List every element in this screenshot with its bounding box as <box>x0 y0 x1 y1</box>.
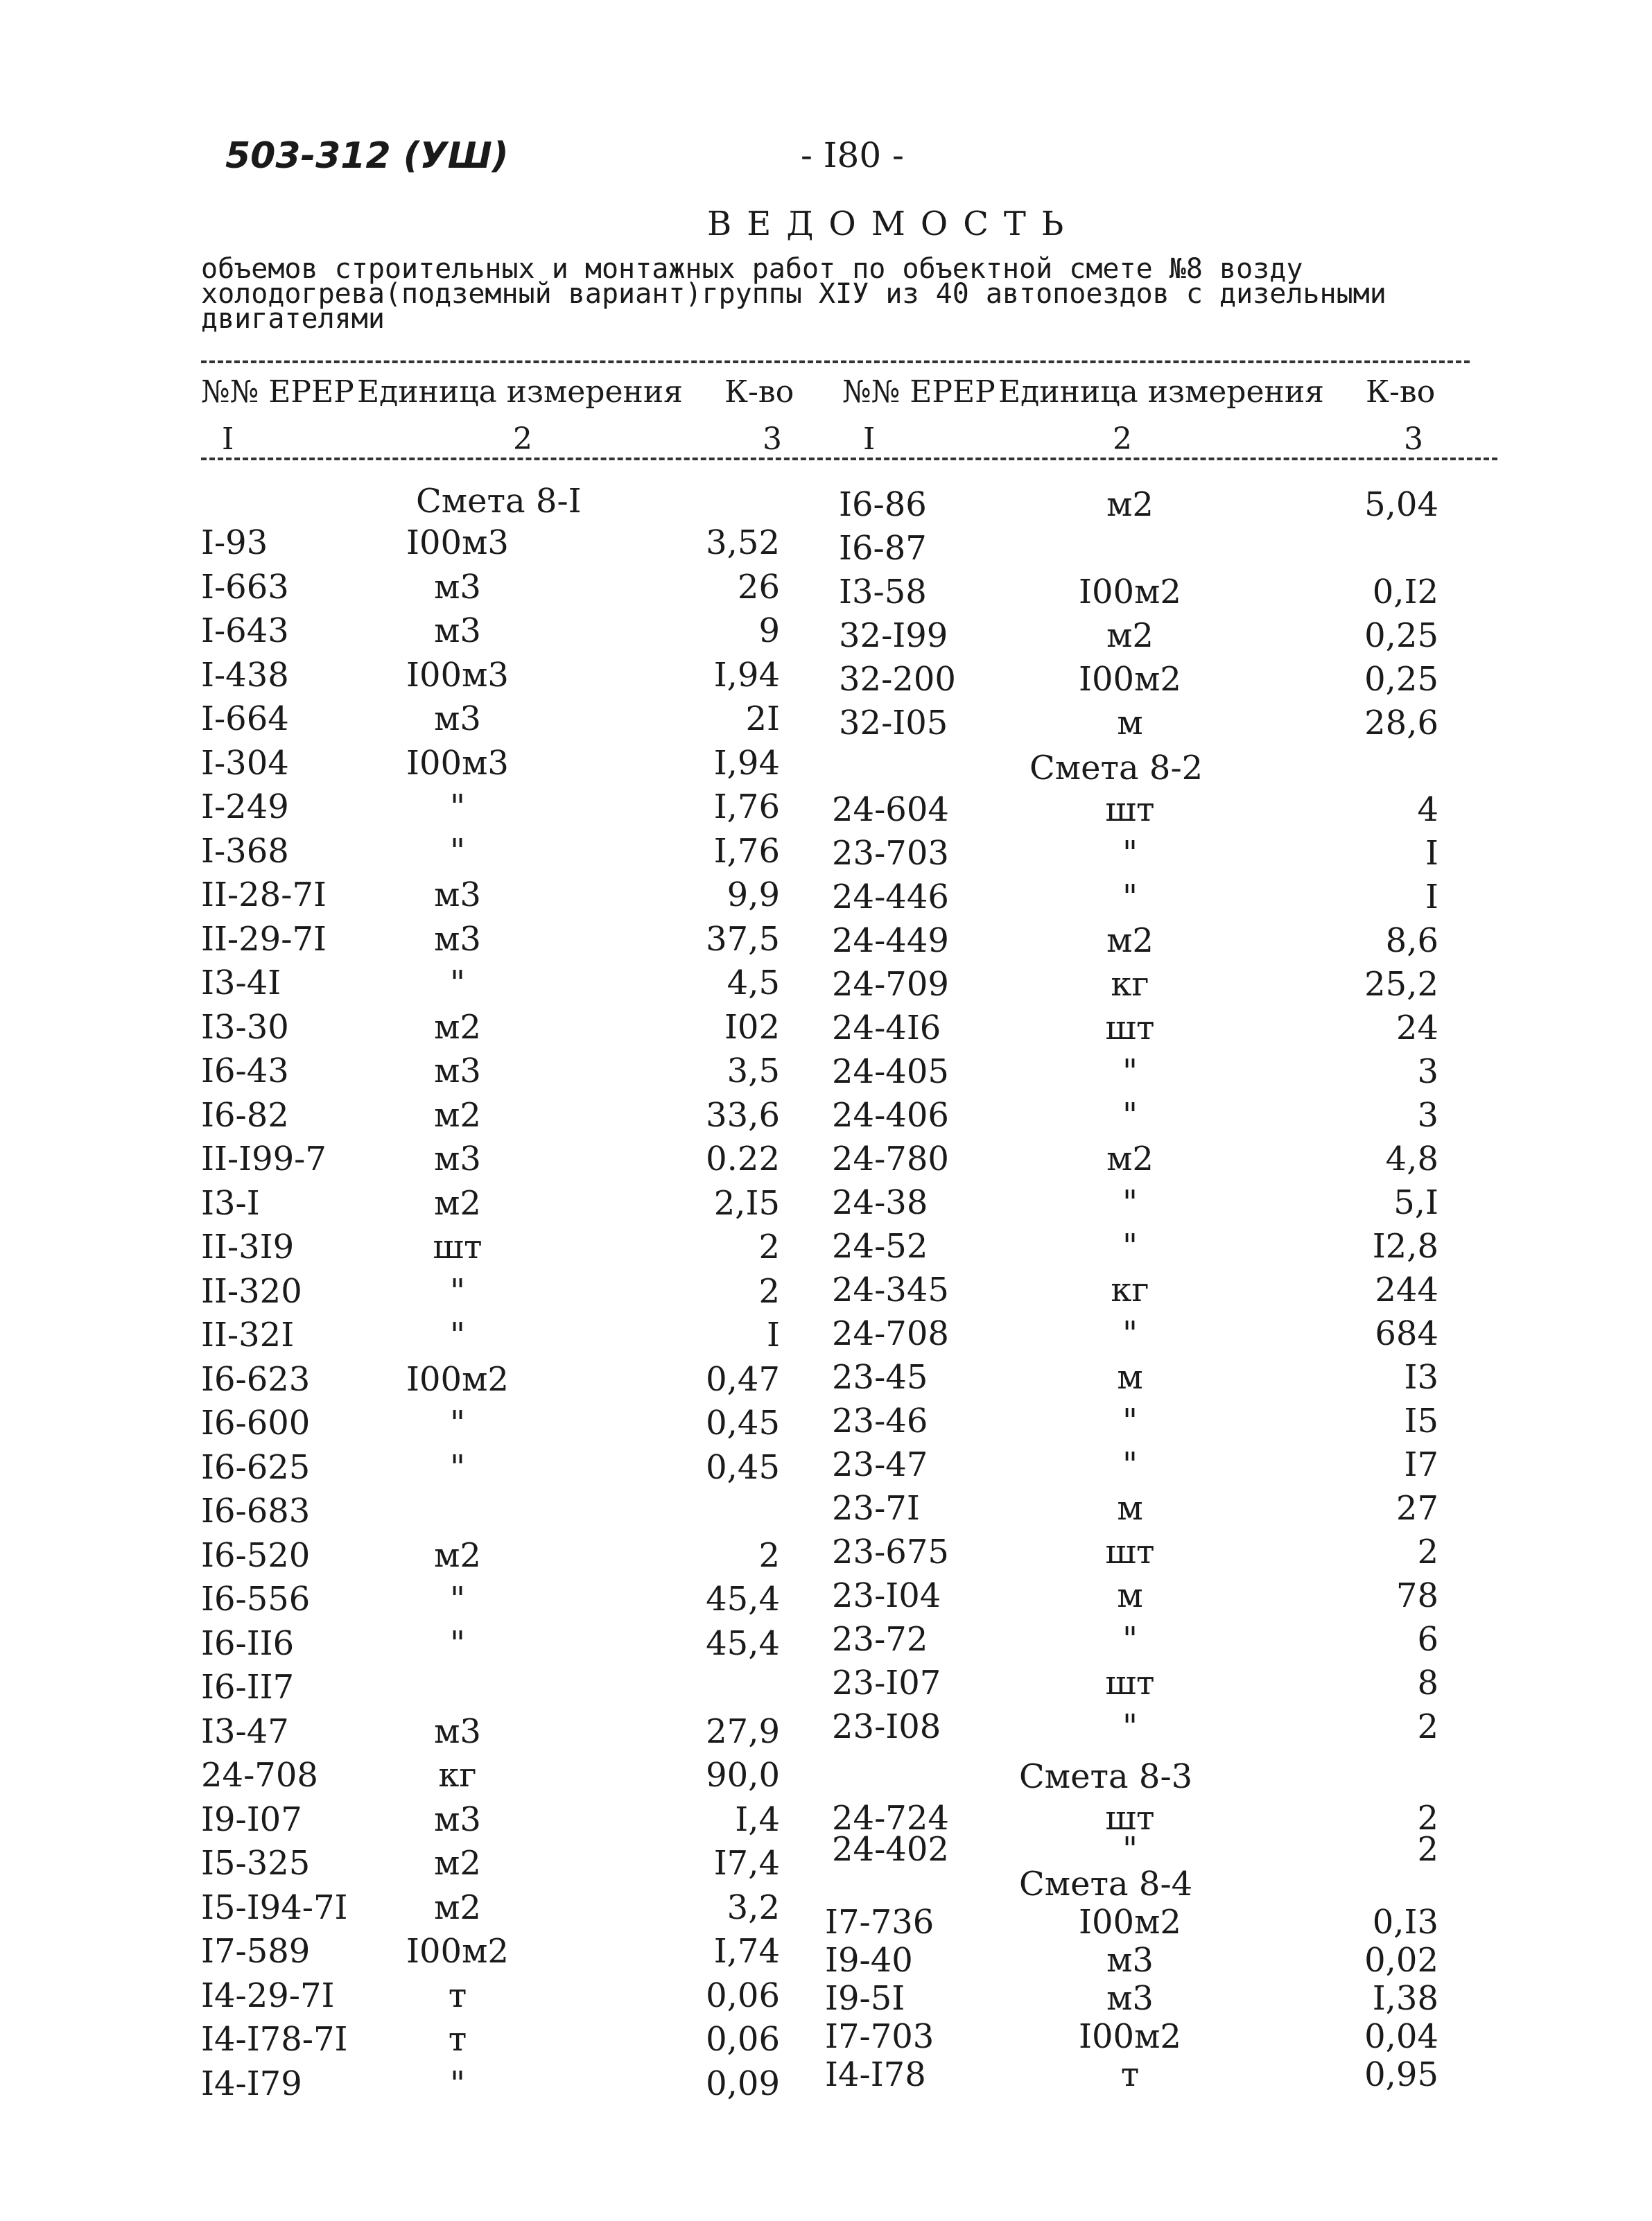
row-code: I-93 <box>201 523 268 562</box>
row-qty: 28,6 <box>1364 704 1438 742</box>
row-unit: м <box>1117 1358 1143 1397</box>
row-code: I9-5I <box>825 1979 905 2018</box>
row-qty: 24 <box>1395 1009 1438 1047</box>
row-qty: 0,45 <box>706 1447 780 1487</box>
row-qty: 3,52 <box>706 523 780 562</box>
row-qty: 3,5 <box>727 1052 780 1090</box>
row-qty: 2 <box>758 1271 780 1311</box>
row-qty: 0,04 <box>1364 2017 1438 2056</box>
row-qty: 2 <box>1417 1830 1438 1869</box>
row-unit: " <box>1122 1402 1138 1440</box>
header-num-3-left: 3 <box>763 421 782 457</box>
row-code: I3-30 <box>201 1007 289 1047</box>
row-qty: I,94 <box>713 655 780 695</box>
row-unit: " <box>449 1271 466 1311</box>
row-qty: 0,I2 <box>1372 573 1438 611</box>
row-qty: 2,I5 <box>713 1183 780 1223</box>
row-code: I9-I07 <box>201 1800 302 1839</box>
row-code: I-663 <box>201 567 289 607</box>
row-unit: " <box>1122 878 1138 916</box>
row-unit: м3 <box>434 1712 481 1751</box>
row-unit: " <box>1122 1227 1138 1266</box>
row-code: I6-600 <box>201 1404 311 1443</box>
row-code: II-28-7I <box>201 876 327 914</box>
row-qty: I,38 <box>1372 1979 1438 2018</box>
row-unit: I00м3 <box>406 523 509 562</box>
row-qty: 26 <box>737 567 780 607</box>
row-unit: шт <box>1105 790 1155 829</box>
row-code: II-29-7I <box>201 919 327 959</box>
header-code-right: №№ ЕРЕР <box>842 374 995 410</box>
row-qty: 0,45 <box>706 1404 780 1443</box>
row-code: I3-4I <box>201 964 281 1002</box>
row-code: I4-I78-7I <box>201 2020 348 2059</box>
row-code: 24-405 <box>832 1052 949 1091</box>
row-code: 24-402 <box>832 1830 949 1869</box>
row-qty: I <box>1425 834 1438 873</box>
row-code: 24-406 <box>832 1096 949 1135</box>
row-code: I7-703 <box>825 2017 934 2056</box>
row-unit: " <box>1122 1096 1138 1135</box>
row-unit: I00м2 <box>1079 660 1181 699</box>
row-unit: м <box>1117 704 1143 742</box>
row-qty: I7 <box>1404 1445 1438 1484</box>
row-qty: 3 <box>1417 1052 1438 1091</box>
row-code: I6-683 <box>201 1492 311 1531</box>
row-qty: I <box>1425 878 1438 916</box>
row-code: I6-625 <box>201 1447 311 1487</box>
row-qty: 0,06 <box>706 2020 780 2059</box>
row-unit: I00м2 <box>1079 573 1181 611</box>
row-qty: 0,I3 <box>1372 1903 1438 1942</box>
row-unit: м2 <box>1106 1140 1154 1178</box>
row-unit: м2 <box>1106 616 1154 655</box>
row-code: 24-38 <box>832 1183 928 1222</box>
row-unit: т <box>448 1976 467 2015</box>
row-qty: I <box>767 1316 780 1355</box>
row-qty: I,94 <box>713 743 780 783</box>
row-qty: I,74 <box>713 1932 780 1971</box>
row-qty: 8,6 <box>1385 921 1438 960</box>
row-code: I6-82 <box>201 1095 289 1135</box>
row-unit: т <box>1120 2055 1140 2094</box>
row-qty: 9 <box>758 611 780 650</box>
row-qty: 45,4 <box>706 1623 780 1663</box>
row-code: I7-589 <box>201 1932 311 1971</box>
row-qty: 3 <box>1417 1096 1438 1135</box>
row-code: 23-I07 <box>832 1664 941 1702</box>
row-unit: " <box>449 1580 466 1619</box>
row-qty: 27,9 <box>706 1712 780 1751</box>
section-8-4: Смета 8-4 <box>1019 1865 1193 1904</box>
rule-mid <box>201 458 1497 460</box>
row-code: 23-703 <box>832 834 949 873</box>
row-unit: м2 <box>434 1183 481 1223</box>
row-code: 24-52 <box>832 1227 928 1266</box>
row-qty: 0,47 <box>706 1359 780 1399</box>
row-code: 23-47 <box>832 1445 928 1484</box>
row-qty: 0,02 <box>1364 1941 1438 1980</box>
header-code-left: №№ ЕРЕР <box>201 374 354 410</box>
row-code: I6-87 <box>839 529 927 568</box>
row-unit: I00м3 <box>406 655 509 695</box>
row-code: I6-623 <box>201 1359 311 1399</box>
row-code: I7-736 <box>825 1903 934 1942</box>
row-qty: 0,06 <box>706 1976 780 2015</box>
page-number: - I80 - <box>801 135 904 175</box>
row-code: I6-86 <box>839 485 927 524</box>
header-num-1-right: I <box>863 421 876 457</box>
row-unit: шт <box>433 1228 482 1266</box>
row-qty: I7,4 <box>713 1844 780 1883</box>
row-unit: " <box>1122 1830 1138 1869</box>
row-unit: м3 <box>1106 1979 1154 2018</box>
row-code: I5-325 <box>201 1844 311 1883</box>
row-code: II-3I9 <box>201 1228 295 1266</box>
row-code: I3-58 <box>839 573 927 611</box>
row-unit: м2 <box>434 1007 481 1047</box>
row-qty: 0,25 <box>1364 660 1438 699</box>
row-qty: 90,0 <box>706 1756 780 1795</box>
row-unit: I00м3 <box>406 743 509 783</box>
row-code: II-32I <box>201 1316 295 1355</box>
row-qty: 2I <box>745 699 780 738</box>
row-code: 24-604 <box>832 790 949 829</box>
row-code: 23-45 <box>832 1358 928 1397</box>
row-unit: м3 <box>434 699 481 738</box>
row-code: 23-46 <box>832 1402 928 1440</box>
row-unit: м3 <box>434 567 481 607</box>
row-code: 24-780 <box>832 1140 949 1178</box>
row-unit: I00м2 <box>1079 2017 1181 2056</box>
row-unit: " <box>449 2064 466 2103</box>
document-title: ВЕДОМОСТЬ <box>707 204 1079 243</box>
row-code: I3-47 <box>201 1712 289 1751</box>
row-code: 24-708 <box>201 1756 318 1795</box>
row-code: 24-708 <box>832 1314 949 1353</box>
row-qty: 4,8 <box>1385 1140 1438 1178</box>
row-unit: м3 <box>434 919 481 959</box>
row-unit: " <box>1122 834 1138 873</box>
row-qty: 33,6 <box>706 1095 780 1135</box>
row-qty: 5,I <box>1393 1183 1438 1222</box>
row-qty: 0,09 <box>706 2064 780 2103</box>
row-code: I4-I79 <box>201 2064 302 2103</box>
row-qty: 2 <box>1417 1799 1438 1838</box>
row-code: I9-40 <box>825 1941 913 1980</box>
header-num-1-left: I <box>222 421 234 457</box>
header-num-2-right: 2 <box>1113 421 1132 457</box>
row-unit: м3 <box>434 611 481 650</box>
row-code: I-664 <box>201 699 289 738</box>
section-8-3: Смета 8-3 <box>1019 1757 1193 1796</box>
row-code: 32-200 <box>839 660 956 699</box>
section-8-1: Смета 8-I <box>416 482 582 521</box>
row-code: 23-7I <box>832 1489 920 1528</box>
row-unit: " <box>1122 1183 1138 1222</box>
row-qty: 37,5 <box>706 919 780 959</box>
row-unit: " <box>1122 1707 1138 1746</box>
row-qty: 6 <box>1417 1620 1438 1659</box>
row-code: I3-I <box>201 1183 260 1223</box>
row-code: I-643 <box>201 611 289 650</box>
row-qty: 78 <box>1395 1576 1438 1615</box>
row-unit: " <box>449 1623 466 1663</box>
row-unit: т <box>448 2020 467 2059</box>
header-unit-right: Единица измерения <box>998 374 1324 410</box>
row-code: 24-724 <box>832 1799 949 1838</box>
row-qty: 2 <box>1417 1707 1438 1746</box>
row-unit: " <box>449 787 466 826</box>
row-code: 24-4I6 <box>832 1009 941 1047</box>
row-qty: 0,95 <box>1364 2055 1438 2094</box>
row-code: I6-II6 <box>201 1623 295 1663</box>
row-code: I-304 <box>201 743 289 783</box>
document-stamp: 503-312 (УШ) <box>225 135 509 177</box>
row-code: I-438 <box>201 655 289 695</box>
row-code: I5-I94-7I <box>201 1888 348 1927</box>
row-code: 32-I05 <box>839 704 948 742</box>
row-code: II-320 <box>201 1271 302 1311</box>
row-qty: I,76 <box>713 831 780 871</box>
row-qty: 27 <box>1395 1489 1438 1528</box>
row-unit: " <box>449 1404 466 1443</box>
row-unit: м3 <box>434 876 481 914</box>
row-unit: м2 <box>434 1888 481 1927</box>
header-num-3-right: 3 <box>1404 421 1423 457</box>
row-unit: " <box>449 1316 466 1355</box>
row-code: I6-43 <box>201 1052 289 1090</box>
row-unit: I00м2 <box>406 1359 509 1399</box>
row-code: II-I99-7 <box>201 1140 327 1178</box>
row-unit: I00м2 <box>1079 1903 1181 1942</box>
row-qty: 25,2 <box>1364 965 1438 1004</box>
row-unit: " <box>1122 1445 1138 1484</box>
header-qty-left: К-во <box>724 374 794 410</box>
row-qty: 0.22 <box>706 1140 780 1178</box>
document-subtitle: объемов строительных и монтажных работ по объектной смете №8 возду холодогрева(подземный вариант)группы XIУ из 40 автопоездов с дизельными двигателями <box>201 253 1386 335</box>
row-unit: шт <box>1105 1533 1155 1571</box>
row-unit: " <box>449 964 466 1002</box>
row-unit: м2 <box>1106 921 1154 960</box>
row-qty: I02 <box>724 1007 780 1047</box>
row-qty: I5 <box>1404 1402 1438 1440</box>
row-unit: м2 <box>434 1095 481 1135</box>
row-code: 23-72 <box>832 1620 928 1659</box>
row-qty: 9,9 <box>727 876 780 914</box>
section-8-2: Смета 8-2 <box>1029 749 1203 787</box>
row-unit: кг <box>1111 1271 1149 1309</box>
row-qty: I3 <box>1404 1358 1438 1397</box>
row-code: 32-I99 <box>839 616 948 655</box>
row-qty: 2 <box>758 1228 780 1266</box>
row-unit: " <box>1122 1620 1138 1659</box>
row-unit: " <box>449 831 466 871</box>
row-unit: м3 <box>1106 1941 1154 1980</box>
row-unit: шт <box>1105 1664 1155 1702</box>
row-unit: м <box>1117 1489 1143 1528</box>
row-unit: м2 <box>434 1844 481 1883</box>
row-code: 24-345 <box>832 1271 949 1309</box>
row-code: I6-556 <box>201 1580 311 1619</box>
header-qty-right: К-во <box>1366 374 1436 410</box>
row-qty: I2,8 <box>1372 1227 1438 1266</box>
header-num-2-left: 2 <box>513 421 532 457</box>
row-qty: 684 <box>1375 1314 1438 1353</box>
row-unit: шт <box>1105 1799 1155 1838</box>
row-unit: кг <box>1111 965 1149 1004</box>
row-unit: м2 <box>434 1535 481 1575</box>
row-qty: 4,5 <box>727 964 780 1002</box>
row-code: 23-I08 <box>832 1707 941 1746</box>
rule-top <box>201 360 1470 363</box>
row-unit: м3 <box>434 1052 481 1090</box>
row-qty: 45,4 <box>706 1580 780 1619</box>
row-qty: I,4 <box>735 1800 780 1839</box>
row-code: I-249 <box>201 787 289 826</box>
row-unit: м3 <box>434 1800 481 1839</box>
row-code: 23-I04 <box>832 1576 941 1615</box>
row-qty: 5,04 <box>1364 485 1438 524</box>
row-code: 24-449 <box>832 921 949 960</box>
row-code: 23-675 <box>832 1533 949 1571</box>
row-code: 24-446 <box>832 878 949 916</box>
row-qty: 2 <box>1417 1533 1438 1571</box>
row-code: 24-709 <box>832 965 949 1004</box>
row-unit: " <box>1122 1052 1138 1091</box>
row-unit: " <box>449 1447 466 1487</box>
row-qty: 244 <box>1375 1271 1438 1309</box>
row-code: I6-II7 <box>201 1668 295 1707</box>
row-unit: м3 <box>434 1140 481 1178</box>
row-qty: 3,2 <box>727 1888 780 1927</box>
row-unit: I00м2 <box>406 1932 509 1971</box>
row-qty: 4 <box>1417 790 1438 829</box>
row-unit: м <box>1117 1576 1143 1615</box>
row-qty: 0,25 <box>1364 616 1438 655</box>
row-qty: 8 <box>1417 1664 1438 1702</box>
row-code: I4-29-7I <box>201 1976 335 2015</box>
row-unit: шт <box>1105 1009 1155 1047</box>
header-unit-left: Единица измерения <box>357 374 683 410</box>
row-qty: I,76 <box>713 787 780 826</box>
row-code: I-368 <box>201 831 289 871</box>
row-unit: кг <box>438 1756 477 1795</box>
row-qty: 2 <box>758 1535 780 1575</box>
row-code: I4-I78 <box>825 2055 926 2094</box>
row-unit: м2 <box>1106 485 1154 524</box>
row-unit: " <box>1122 1314 1138 1353</box>
row-code: I6-520 <box>201 1535 311 1575</box>
